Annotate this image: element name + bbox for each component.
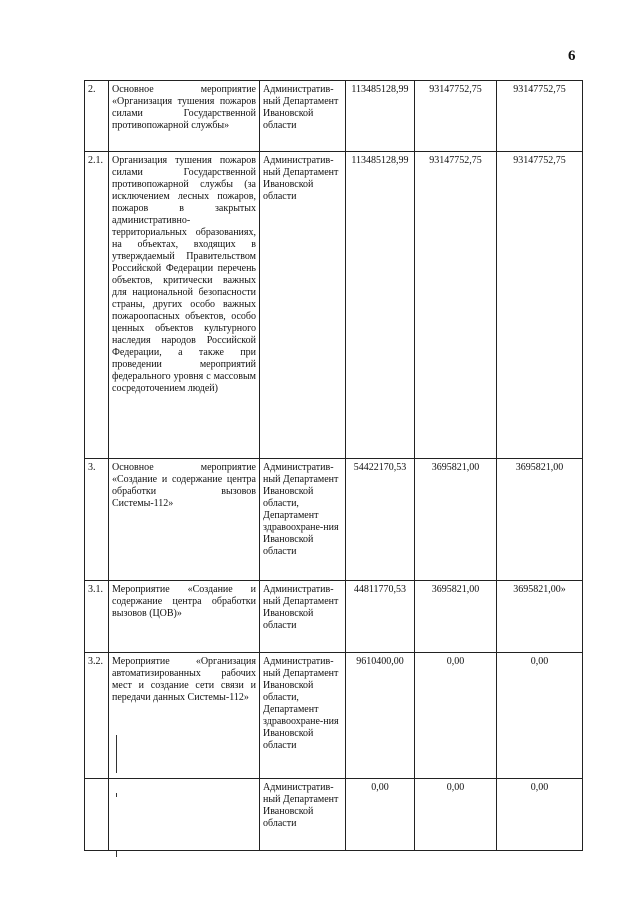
row-value-2: 93147752,75 <box>415 152 497 459</box>
row-value-2: 0,00 <box>415 779 497 851</box>
page-number: 6 <box>568 48 576 64</box>
table-row <box>85 152 583 459</box>
row-value-3: 93147752,75 <box>497 81 583 152</box>
row-description <box>109 779 260 851</box>
row-value-1: 113485128,99 <box>346 81 415 152</box>
table-row <box>85 581 583 653</box>
row-value-1: 54422170,53 <box>346 459 415 581</box>
scan-mark <box>116 851 117 857</box>
row-description: Основное мероприятие «Создание и содержание центра обработки вызовов Системы-112» <box>109 459 260 581</box>
row-number: 3.2. <box>85 653 109 779</box>
row-value-2: 3695821,00 <box>415 459 497 581</box>
scan-mark <box>116 735 117 773</box>
row-number: 3.1. <box>85 581 109 653</box>
row-number <box>85 779 109 851</box>
row-value-1: 113485128,99 <box>346 152 415 459</box>
row-number: 2.1. <box>85 152 109 459</box>
row-value-3: 3695821,00» <box>497 581 583 653</box>
table-row <box>85 779 583 851</box>
table-row <box>85 81 583 152</box>
row-value-3: 3695821,00 <box>497 459 583 581</box>
scan-mark <box>116 793 117 797</box>
row-department: Административ-ный Департамент Ивановской области, Департамент здравоохране-ния Ивановской области <box>260 459 346 581</box>
row-department: Административ-ный Департамент Ивановской области <box>260 152 346 459</box>
row-department: Административ-ный Департамент Ивановской области, Департамент здравоохране-ния Ивановской области <box>260 653 346 779</box>
row-description: Мероприятие «Организация автоматизированных рабочих мест и создание сети связи и передачи данных Системы-112» <box>109 653 260 779</box>
row-number: 2. <box>85 81 109 152</box>
funding-table <box>84 80 583 851</box>
row-description: Мероприятие «Создание и содержание центра обработки вызовов (ЦОВ)» <box>109 581 260 653</box>
table-row <box>85 653 583 779</box>
row-description: Основное мероприятие «Организация тушения пожаров силами Государственной противопожарной службы» <box>109 81 260 152</box>
row-value-3: 93147752,75 <box>497 152 583 459</box>
row-value-2: 3695821,00 <box>415 581 497 653</box>
row-department: Административ-ный Департамент Ивановской области <box>260 779 346 851</box>
row-value-3: 0,00 <box>497 653 583 779</box>
row-department: Административ-ный Департамент Ивановской области <box>260 81 346 152</box>
row-value-1: 0,00 <box>346 779 415 851</box>
row-value-1: 44811770,53 <box>346 581 415 653</box>
row-value-2: 93147752,75 <box>415 81 497 152</box>
row-department: Административ-ный Департамент Ивановской области <box>260 581 346 653</box>
row-number: 3. <box>85 459 109 581</box>
row-value-3: 0,00 <box>497 779 583 851</box>
row-description: Организация тушения пожаров силами Государственной противопожарной службы (за исключением лесных пожаров, пожаров в закрытых административно-территориальных образованиях, на объектах, входящих в утверждаемый Правительством Российской Федерации перечень объектов, критически важных для национальной безопасности страны, других особо важных пожароопасных объектов, особо ценных объектов культурного наследия народов Российской Федерации, а также при проведении мероприятий федерального уровня с массовым сосредоточением людей) <box>109 152 260 459</box>
row-value-2: 0,00 <box>415 653 497 779</box>
row-value-1: 9610400,00 <box>346 653 415 779</box>
table-row <box>85 459 583 581</box>
